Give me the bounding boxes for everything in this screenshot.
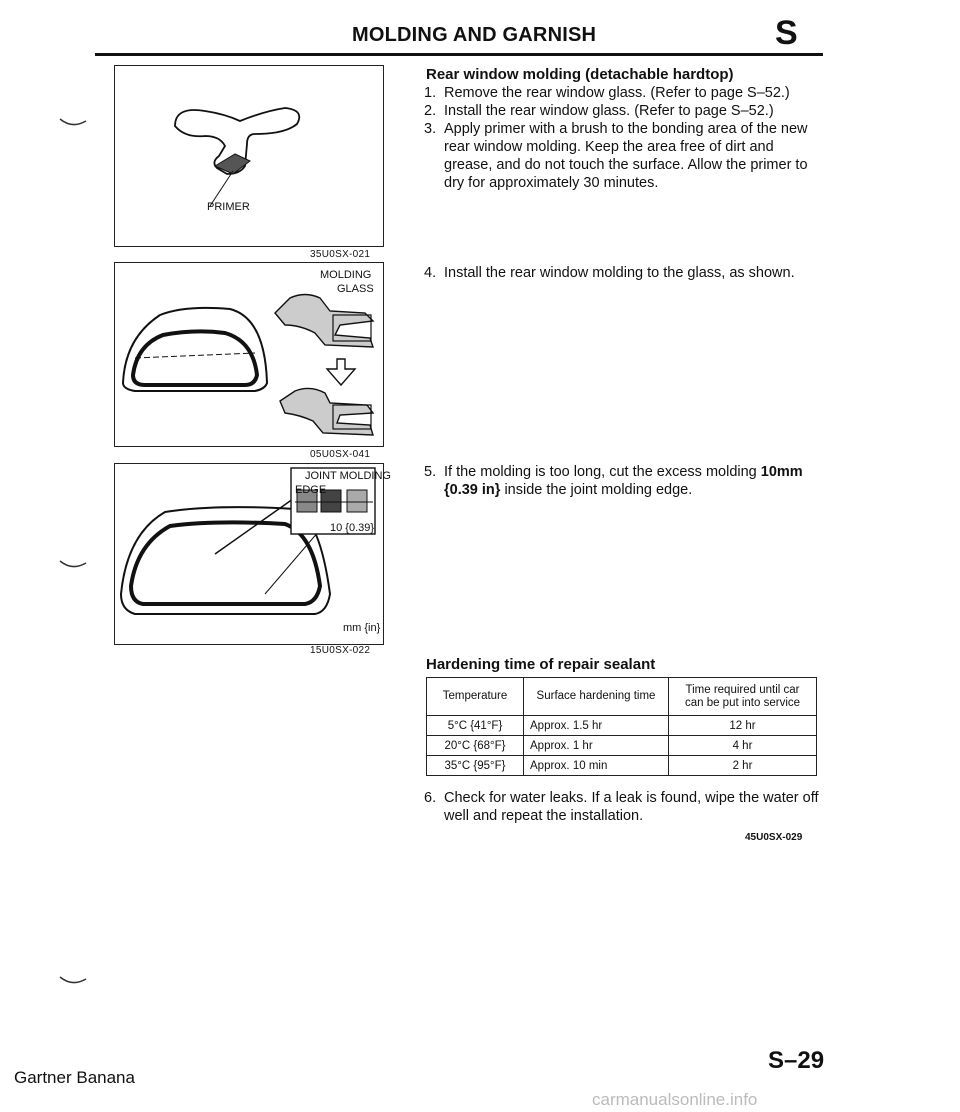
step-3: [426, 120, 826, 192]
label-joint-molding: JOINT MOLDING: [305, 470, 391, 482]
table-cell: Approx. 1.5 hr: [524, 716, 669, 736]
table-cell: Approx. 10 min: [524, 756, 669, 776]
section-code: S: [775, 14, 798, 52]
figure-joint-molding: [114, 463, 391, 645]
table-cell: 35°C {95°F}: [427, 756, 524, 776]
figure-code: 35U0SX-021: [310, 249, 371, 260]
column-header: Time required until car can be put into service: [669, 678, 817, 716]
step-number: 3.: [424, 121, 437, 137]
figure-code: 15U0SX-022: [310, 645, 371, 656]
margin-tick: [58, 115, 90, 129]
step-number: 5.: [424, 464, 437, 480]
hardening-table: [426, 677, 817, 776]
step-number: 1.: [424, 85, 437, 101]
column-header: Temperature: [427, 678, 524, 716]
figure-molding-glass: [114, 262, 384, 447]
step-6: [426, 789, 826, 825]
step-text: Install the rear window molding to the glass, as shown.: [444, 265, 795, 281]
header-rule: [95, 53, 823, 56]
table-cell: 20°C {68°F}: [427, 736, 524, 756]
watermark: carmanualsonline.info: [592, 1090, 758, 1109]
table-heading: Hardening time of repair sealant: [426, 656, 656, 673]
table-cell: 2 hr: [669, 756, 817, 776]
figure-code: 05U0SX-041: [310, 449, 371, 460]
step-number: 2.: [424, 103, 437, 119]
table-cell: Approx. 1 hr: [524, 736, 669, 756]
margin-tick: [58, 557, 90, 571]
table-cell: 12 hr: [669, 716, 817, 736]
table-header-row: [427, 678, 817, 716]
table-row: [427, 736, 817, 756]
table-row: [427, 756, 817, 776]
step-2: [426, 102, 826, 120]
step-number: 6.: [424, 790, 437, 806]
step-text: Remove the rear window glass. (Refer to page S–52.): [444, 85, 790, 101]
step-number: 4.: [424, 265, 437, 281]
table-row: [427, 716, 817, 736]
step-1: [426, 84, 826, 102]
table-cell: 5°C {41°F}: [427, 716, 524, 736]
footer-credit: Gartner Banana: [14, 1068, 135, 1087]
label-dimension: 10 {0.39}: [330, 522, 375, 534]
table-cell: 4 hr: [669, 736, 817, 756]
label-unit: mm {in}: [343, 622, 381, 634]
step-5: [426, 463, 826, 499]
label-glass: GLASS: [337, 283, 374, 295]
page-number: S–29: [768, 1047, 825, 1074]
hardtop-joint-illustration: [115, 464, 385, 646]
label-primer: PRIMER: [207, 201, 250, 213]
section-heading: Rear window molding (detachable hardtop): [426, 66, 734, 83]
step-text: Install the rear window glass. (Refer to page S–52.): [444, 103, 774, 119]
label-molding: MOLDING: [320, 269, 372, 281]
margin-tick: [58, 973, 90, 987]
page-title: MOLDING AND GARNISH: [352, 24, 597, 46]
step-text: Apply primer with a brush to the bonding area of the new rear window molding. Keep the area free of dirt and grease, and do not touch the surface. Allow the primer to dry for approximately 30 minutes.: [444, 121, 808, 191]
step-4: [426, 264, 826, 282]
molding-profile-illustration: [115, 66, 385, 248]
step-text: Check for water leaks. If a leak is found, wipe the water off well and repeat the installation.: [444, 790, 819, 824]
label-edge: EDGE: [295, 484, 327, 496]
column-header: Surface hardening time: [524, 678, 669, 716]
figure-code: 45U0SX-029: [745, 832, 803, 843]
step-text: If the molding is too long, cut the excess molding 10mm {0.39 in} inside the joint molding edge.: [444, 464, 803, 498]
figure-primer: [114, 65, 384, 247]
